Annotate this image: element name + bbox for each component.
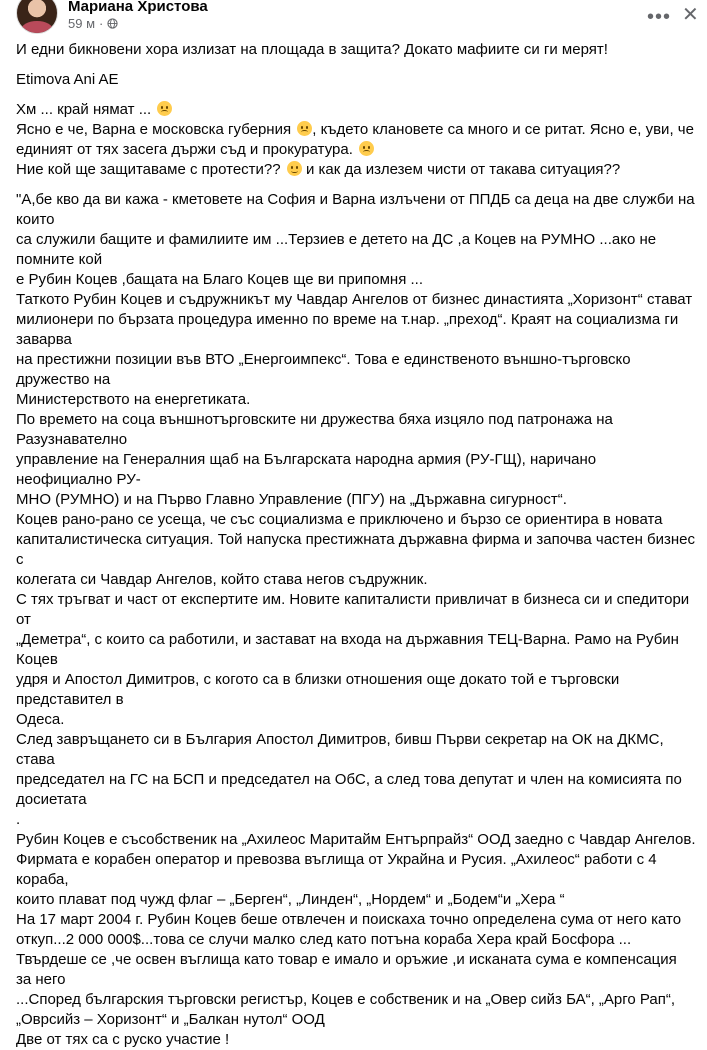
post-line: Таткото Рубин Коцев и съдружникът му Чавдар Ангелов от бизнес династията „Хоризонт“ стават [16, 291, 693, 308]
post-line: "А,бе кво да ви кажа - кметовете на София и Варна излъчени от ППДБ са деца на две служби на които [16, 191, 695, 228]
post-line: колегата си Чавдар Ангелов, който става негов съдружник. [16, 571, 428, 588]
post-line: Ние кой ще защитаваме с протести?? и как да излезем чисти от такава ситуация?? [16, 161, 621, 178]
sad-face-icon [359, 141, 374, 156]
post-line: Одеса. [16, 711, 65, 728]
post-line: Твърдеше се ,че освен въглища като товар е имало и оръжие ,и исканата сума е компенсация за него [16, 951, 677, 988]
post-line: капиталистическа ситуация. Той напуска престижната държавна фирма и започва частен бизнес с [16, 531, 696, 568]
more-dots-icon[interactable]: ••• [647, 6, 672, 28]
post-line: ...Според българския търговски регистър, Коцев е собственик и на „Овер сийз БА“, „Арго Рап“, [16, 991, 676, 1008]
post-line: На 17 март 2004 г. Рубин Коцев беше отвлечен и поискаха точно определена сума от него като [16, 911, 682, 928]
post-line: Две от тях са с руско участие ! [16, 1031, 230, 1048]
post-line: Etimova Ani AE [16, 71, 119, 88]
sad-face-icon [297, 121, 312, 136]
winking-face-icon [287, 161, 302, 176]
post-line: Фирмата е корабен оператор и превозва въглища от Украйна и Русия. „Ахилеос“ работи с 4 кораба, [16, 851, 657, 888]
post-line: „Оврсийз – Хоризонт“ и „Балкан нутол“ ООД [16, 1011, 325, 1028]
post-line: управление на Генералния щаб на Българската народна армия (РУ-ГЩ), наричано неофициално РУ- [16, 451, 597, 488]
post-line: Хм ... край нямат ... [16, 100, 696, 120]
post-line: Ясно е че, Варна е московска губерния , където клановете са много и се ритат. Ясно е, уви, че [16, 121, 694, 138]
post-line: „Деметра“, с които са работили, и застават на входа на държавния ТЕЦ-Варна. Рамо на Рубин Коцев [16, 631, 679, 668]
post-line: които плават под чужд флаг – „Берген“, „Линден“, „Нордем“ и „Бодем“и „Хера “ [16, 891, 565, 908]
post-line: на престижни позиции във ВТО „Енергоимпекс“. Това е единственото външно-търговско дружество на [16, 351, 631, 388]
post-header [0, 0, 707, 40]
close-icon[interactable]: ✕ [682, 4, 699, 26]
post-line: Коцев рано-рано се усеща, че със социализма е приключено и бързо се ориентира в новата [16, 511, 663, 528]
post-line: По времето на соца външнотърговските ни дружества бяха изцяло под патронажа на Разузнавателно [16, 411, 613, 448]
post-line: . [16, 811, 21, 828]
author-name[interactable]: Мариана Христова [68, 0, 208, 15]
post-line: Рубин Коцев е съсобственик на „Ахилеос Маритайм Ентърпрайз“ ООД заедно с Чавдар Ангелов. [16, 831, 696, 848]
post-line: милионери по бързата процедура именно по време на т.нар. „преход“. Краят на социализма ги заварва [16, 311, 679, 348]
post-text [16, 40, 696, 1050]
post-line: МНО (РУМНО) и на Първо Главно Управление (ПГУ) на „Държавна сигурност“. [16, 491, 567, 508]
post-line: са служили бащите и фамилиите им ...Терзиев е детето на ДС ,а Коцев на РУМНО ...ако не помните кой [16, 231, 657, 268]
post-line: откуп...2 000 000$...това се случи малко след като потъна кораба Хера край Босфора ... [16, 931, 632, 948]
post-time[interactable]: 59 м [68, 16, 96, 31]
post-line: е Рубин Коцев ,бащата на Благо Коцев ще ви припомня ... [16, 271, 423, 288]
post-meta: 59 м · [68, 16, 118, 31]
post-line: След завръщането си в България Апостол Димитров, бивш Първи секретар на ОК на ДКМС, става [16, 731, 664, 768]
sad-face-icon [157, 101, 172, 116]
globe-icon [107, 18, 118, 29]
post-line: С тях тръгват и част от експертите им. Новите капиталисти привличат в бизнеса си и спедитори от [16, 591, 690, 628]
post-line: удря и Апостол Димитров, с когото са в близки отношения още докато той е търговски представител в [16, 671, 620, 708]
post-line: председател на ГС на БСП и председател на ОбС, а след това депутат и член на комисията по досиетата [16, 771, 682, 808]
post-line: И едни бикновени хора излизат на площада в защита? Докато мафиите си ги мерят! [16, 41, 608, 58]
post-line: единият от тях засега държи съд и прокуратура. [16, 140, 696, 160]
author-avatar[interactable] [16, 0, 58, 34]
post-line: Министерството на енергетиката. [16, 391, 251, 408]
